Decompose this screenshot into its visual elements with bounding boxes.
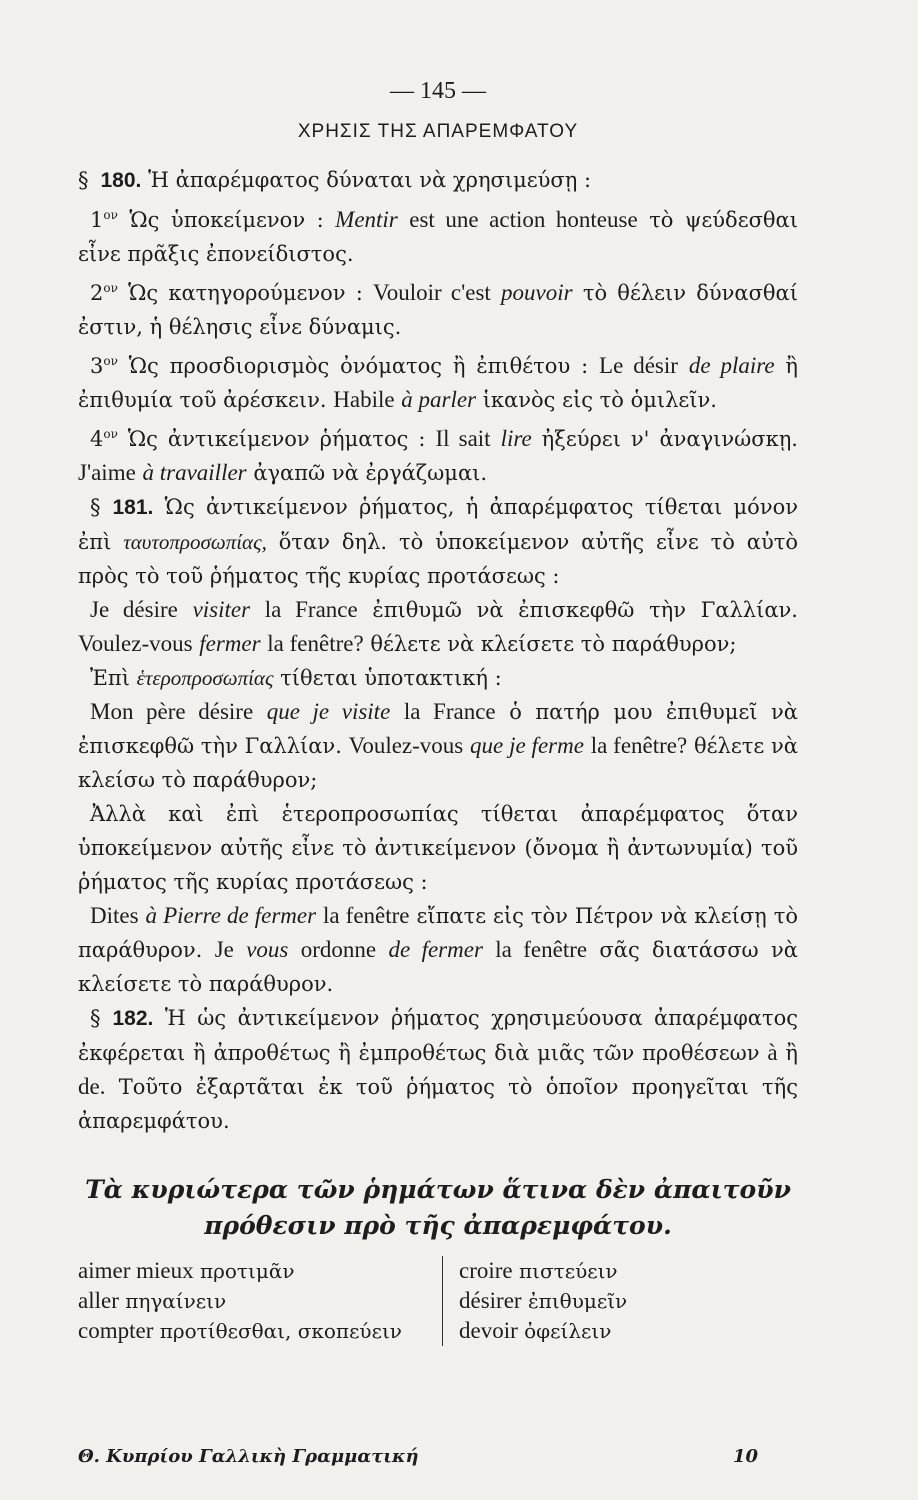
section-sign: § — [90, 495, 101, 519]
section-number: 182. — [112, 1007, 154, 1030]
page-number: — 145 — — [390, 78, 486, 104]
example-3: Dites à Pierre de fermer la fenêtre εἴπατε εἰς τὸν Πέτρον νὰ κλείσῃ τὸ παράθυρον. Je vous ordonne de fermer la fenêtre σᾶς διατάσσω νὰ κλείσετε τὸ παράθυρον. — [78, 903, 798, 996]
item-2: $2^{o\nu}$ Ὡς κατηγορούμενον : Vouloir c'est pouvoir τὸ θέλειν δύνασθαί ἐστιν, ἡ θέλησις εἶνε δύναμις. — [78, 280, 798, 339]
example-2: Mon père désire que je visite la France ὁ πατήρ μου ἐπιθυμεῖ νὰ ἐπισκεφθῶ τὴν Γαλλίαν. Voulez-vous que je ferme la fenêtre? θέλετε νὰ κλείσω τὸ παράθυρον; — [78, 699, 798, 792]
section-sign: § — [90, 1006, 101, 1030]
verb-column-left — [78, 1256, 443, 1346]
paragraph-181: § 181. Ὡς ἀντικείμενον ῥήματος, ἡ ἀπαρέμφατος τίθεται μόνον ἐπὶ ταυτοπροσωπίας, ὅταν δηλ. τὸ ὑποκείμενον αὐτῆς εἶνε τὸ αὐτὸ πρὸς τὸ τοῦ ῥήματος τῆς κυρίας προτάσεως : — [78, 495, 798, 588]
list-item: aller πηγαίνειν — [78, 1288, 227, 1313]
item-1: $1^{o\nu}$ Ὡς ὑποκείμενον : Mentir est une action honteuse τὸ ψεύδεσθαι εἶνε πρᾶξις ἐπονείδιστος. — [78, 207, 798, 266]
list-item: devoir ὀφείλειν — [459, 1318, 612, 1343]
item-3: $3^{o\nu}$ Ὡς προσδιορισμὸς ὀνόματος ἢ ἐπιθέτου : Le désir de plaire ἢ ἐπιθυμία τοῦ ἀρέσκειν. Habile à parler ἱκανὸς εἰς τὸ ὁμιλεῖν. — [78, 353, 799, 412]
list-item: compter προτίθεσθαι, σκοπεύειν — [78, 1318, 402, 1343]
list-title: Τὰ κυριώτερα τῶν ῥημάτων ἅτινα δὲν ἀπαιτοῦν πρόθεσιν πρὸ τῆς ἀπαρεμφάτου. — [85, 1175, 791, 1240]
verb-column-right — [443, 1256, 627, 1346]
section-number: 181. — [112, 496, 154, 519]
page — [78, 78, 798, 1346]
list-item: désirer ἐπιθυμεῖν — [459, 1288, 628, 1313]
page-footer — [78, 1446, 758, 1467]
footer-book-title: Θ. Κυπρίου Γαλλικὴ Γραμματική — [78, 1446, 419, 1467]
verb-list — [78, 1256, 798, 1346]
list-item: croire πιστεύειν — [459, 1258, 618, 1283]
section-heading: ΧΡΗΣΙΣ ΤΗΣ ΑΠΑΡΕΜΦΑΤΟΥ — [297, 121, 579, 142]
rule-exception: Ἀλλὰ καὶ ἐπὶ ἑτεροπροσωπίας τίθεται ἀπαρέμφατος ὅταν ὑποκείμενον αὐτῆς εἶνε τὸ ἀντικείμενον (ὄνομα ἢ ἀντωνυμία) τοῦ ῥήματος τῆς κυρίας προτάσεως : — [78, 802, 798, 894]
paragraph-180: § 180. Ἡ ἀπαρέμφατος δύναται νὰ χρησιμεύσῃ : — [78, 168, 592, 192]
item-4: $4^{o\nu}$ Ὡς ἀντικείμενον ῥήματος : Il sait lire ἠξεύρει ν' ἀναγινώσκῃ. J'aime à travailler ἀγαπῶ νὰ ἐργάζωμαι. — [78, 426, 798, 485]
example-1: Je désire visiter la France ἐπιθυμῶ νὰ ἐπισκεφθῶ τὴν Γαλλίαν. Voulez-vous fermer la fenêtre? θέλετε νὰ κλείσετε τὸ παράθυρον; — [78, 597, 798, 656]
section-sign: § — [78, 168, 89, 192]
list-item: aimer mieux προτιμᾶν — [78, 1258, 295, 1283]
paragraph-182: § 182. Ἡ ὡς ἀντικείμενον ῥήματος χρησιμεύουσα ἀπαρέμφατος ἐκφέρεται ἢ ἀπροθέτως ἢ ἐμπροθέτως διὰ μιᾶς τῶν προθέσεων à ἢ de. Τοῦτο ἐξαρτᾶται ἐκ τοῦ ῥήματος τὸ ὁποῖον προηγεῖται τῆς ἀπαρεμφάτου. — [78, 1006, 798, 1133]
rule-hetero: Ἐπὶ ἑτεροπροσωπίας τίθεται ὑποτακτική : — [90, 666, 502, 690]
footer-signature: 10 — [732, 1446, 758, 1467]
section-number: 180. — [100, 169, 142, 192]
